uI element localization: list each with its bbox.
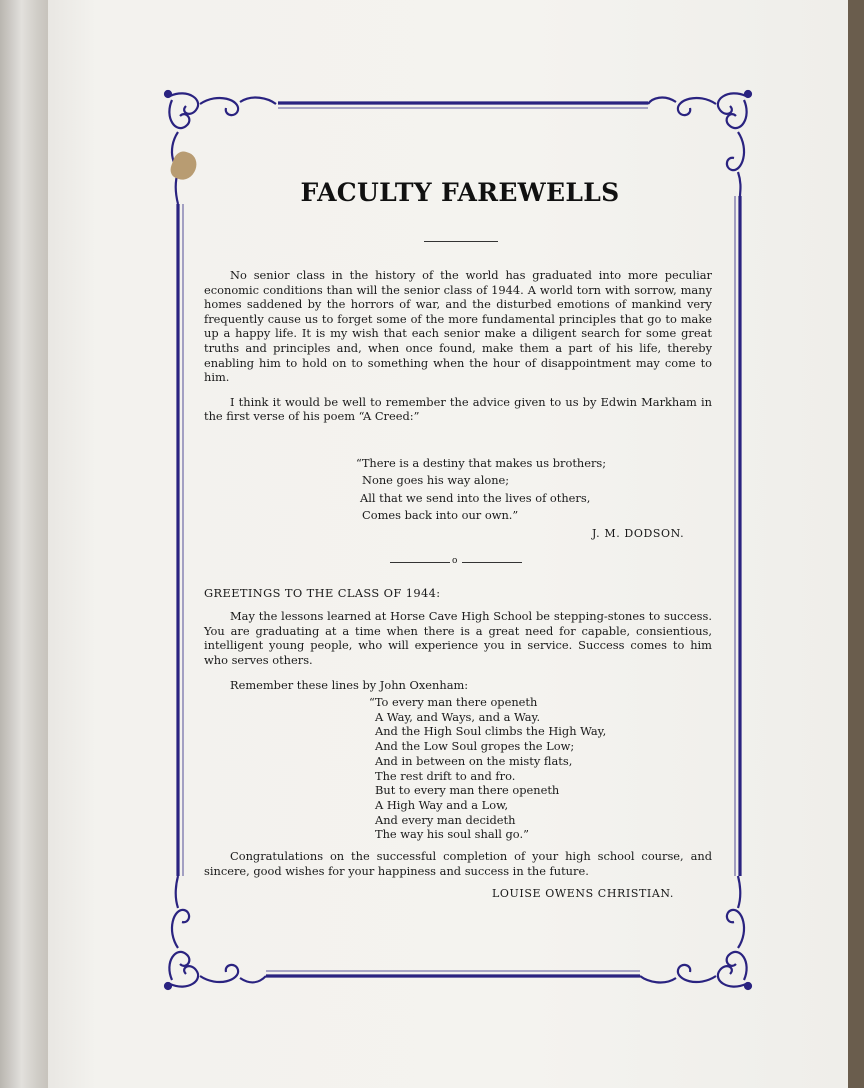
- poem-line: A Way, and Ways, and a Way.: [375, 709, 541, 724]
- title-rule: [424, 241, 498, 242]
- poem-line: “To every man there openeth: [369, 695, 538, 709]
- farewell-1-paragraph: I think it would be well to remember the advice given to us by Edwin Markham in the first verse of his poem “A Creed:”: [204, 394, 712, 424]
- book-spine: [0, 0, 48, 1088]
- farewell-1-paragraph: No senior class in the history of the world has graduated into more peculiar economic conditions than will the senior class of 1944. A world torn with sorrow, many homes saddened by the horrors of war, and the disturbed emotions of mankind very frequently cause us to forget some of the more fundamental principles that go to make up a happy life. It is my wish that each senior make a diligent search for some great truths and principles and, when once found, make them a part of his life, thereby enabling him to hold on to something when the hour of disappointment may come to him.: [204, 268, 712, 385]
- separator-line-left: [390, 562, 450, 563]
- farewell-2-text: [204, 609, 712, 693]
- farewell-2-closing: [204, 849, 712, 878]
- poem-line: And the Low Soul gropes the Low;: [375, 739, 575, 754]
- poem-line: And in between on the misty flats,: [375, 753, 573, 768]
- signature-dodson: J. M. DODSON.: [592, 527, 685, 540]
- oxenham-poem: [369, 695, 606, 842]
- greetings-heading: GREETINGS TO THE CLASS OF 1944:: [204, 586, 441, 600]
- poem-line: And every man decideth: [375, 812, 516, 827]
- section-separator: [390, 557, 522, 567]
- page-edge: [848, 0, 864, 1088]
- closing-paragraph: Congratulations on the successful completion of your high school course, and sincere, good wishes for your happiness and success in the future.: [204, 849, 712, 878]
- poem-line: And the High Soul climbs the High Way,: [375, 724, 607, 739]
- poem-line: The rest drift to and fro.: [375, 768, 516, 783]
- separator-mark: o: [452, 556, 458, 566]
- poem-line: Comes back into our own.”: [362, 508, 519, 523]
- poem-line: None goes his way alone;: [362, 473, 510, 488]
- poem-line: A High Way and a Low,: [375, 797, 509, 812]
- signature-christian: LOUISE OWENS CHRISTIAN.: [492, 887, 675, 900]
- oxenham-intro: Remember these lines by John Oxenham:: [230, 678, 469, 693]
- poem-line: The way his soul shall go.”: [375, 827, 529, 842]
- farewell-1-text: [204, 268, 712, 424]
- poem-line: But to every man there openeth: [375, 783, 560, 798]
- farewell-2-paragraph: May the lessons learned at Horse Cave High School be stepping-stones to success. You are graduating at a time when there is a great need for capable, consientious, intelligent young people, who will experience you in service. Success comes to him who serves others.: [204, 609, 712, 667]
- poem-line: “There is a destiny that makes us brothers;: [356, 456, 607, 470]
- separator-line-right: [462, 562, 522, 563]
- page-title: FACULTY FAREWELLS: [300, 178, 620, 207]
- poem-line: All that we send into the lives of others,: [360, 490, 591, 505]
- markham-poem: [356, 455, 606, 525]
